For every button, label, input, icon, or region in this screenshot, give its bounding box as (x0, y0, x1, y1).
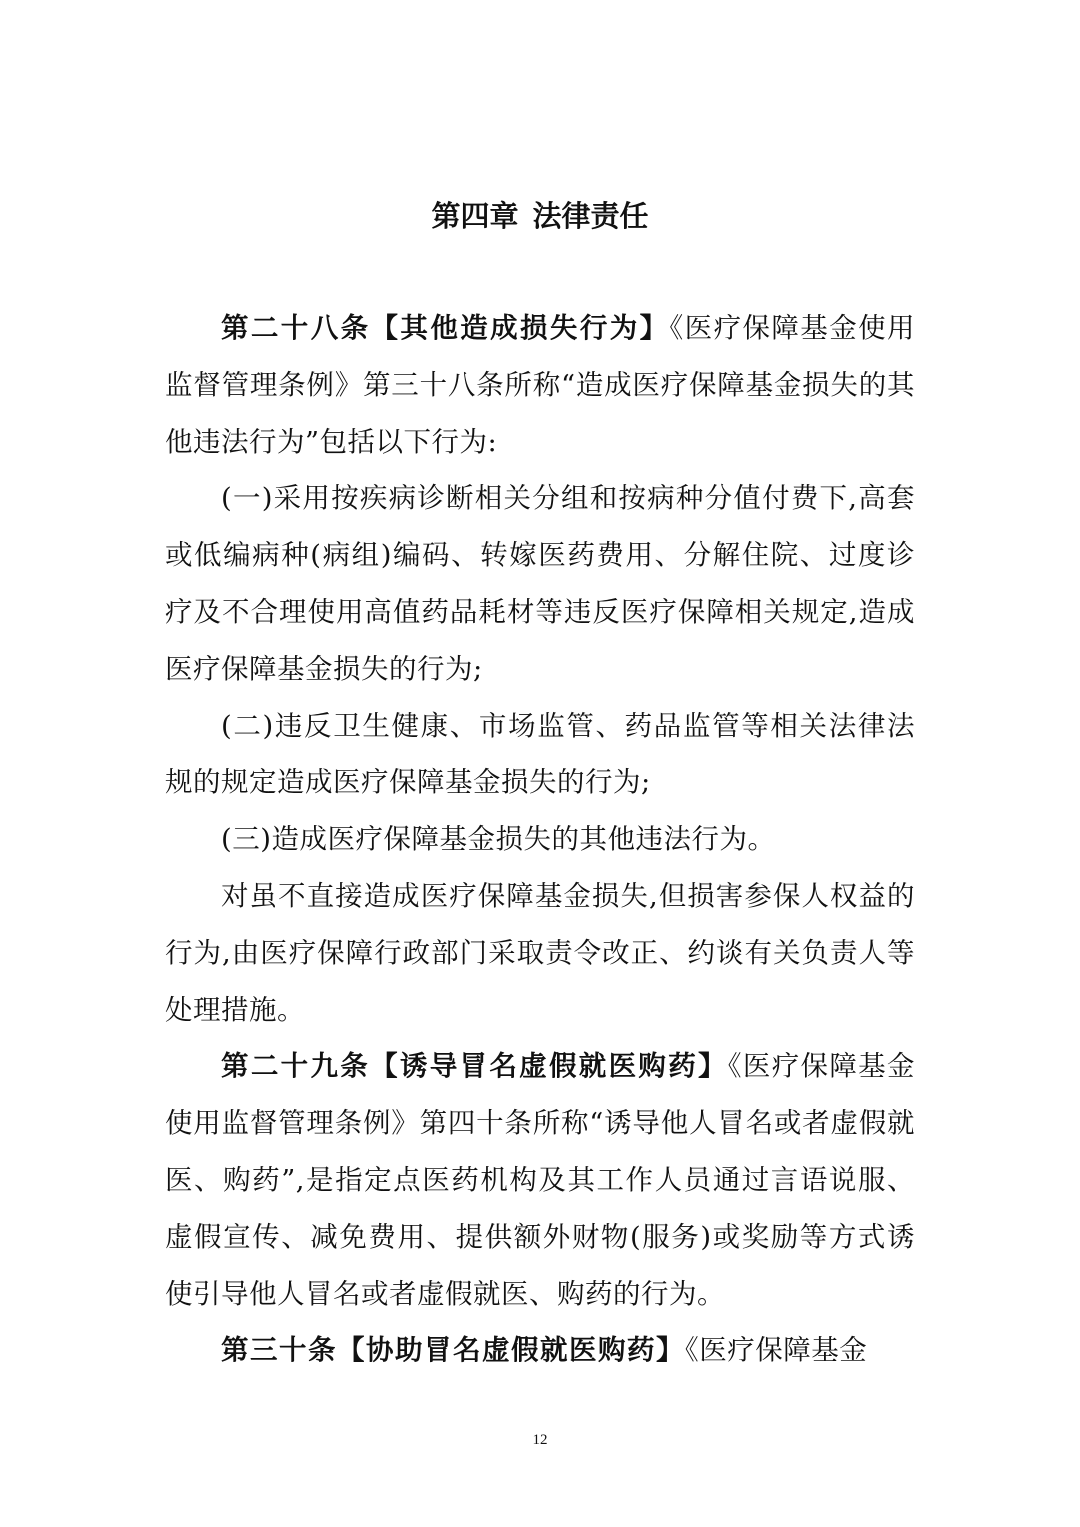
article-28-item-3-text: (三)造成医疗保障基金损失的其他违法行为。 (221, 823, 776, 856)
article-28-item-3 (165, 811, 915, 868)
chapter-name: 法律责任 (532, 199, 649, 233)
article-28-note (165, 868, 915, 1038)
chapter-title (0, 194, 1080, 238)
article-28-paragraph (165, 300, 915, 470)
article-28-item-2 (165, 698, 915, 812)
article-29-text: 《医疗保障基金使用监督管理条例》第四十条所称“诱导他人冒名或者虚假就医、购药”,是指定点医药机构及其工作人员通过言语说服、虚假宣传、减免费用、提供额外财物(服务)或奖励等方式诱使引导他人冒名或者虚假就医、购药的行为。 (165, 1050, 916, 1310)
page-number: 12 (532, 1432, 548, 1448)
article-28-item-1 (165, 470, 915, 697)
article-30-heading: 第三十条【协助冒名虚假就医购药】 (221, 1334, 685, 1367)
article-29-paragraph (165, 1038, 915, 1322)
body-text (165, 300, 915, 1379)
article-30-text: 《医疗保障基金 (685, 1334, 868, 1367)
article-30-paragraph (165, 1322, 915, 1379)
article-28-item-1-text: (一)采用按疾病诊断相关分组和按病种分值付费下,高套或低编病种(病组)编码、转嫁医药费用、分解住院、过度诊疗及不合理使用高值药品耗材等违反医疗保障相关规定,造成医疗保障基金损失的行为; (165, 482, 915, 685)
article-28-heading: 第二十八条【其他造成损失行为】 (221, 312, 670, 344)
chapter-number: 第四章 (431, 199, 519, 233)
article-28-text: 《医疗保障基金使用监督管理条例》第三十八条所称“造成医疗保障基金损失的其他违法行为”包括以下行为: (165, 312, 915, 458)
article-28-item-2-text: (二)违反卫生健康、市场监管、药品监管等相关法律法规的规定造成医疗保障基金损失的行为; (165, 709, 915, 799)
article-29-heading: 第二十九条【诱导冒名虚假就医购药】 (221, 1050, 728, 1083)
article-28-note-text: 对虽不直接造成医疗保障基金损失,但损害参保人权益的行为,由医疗保障行政部门采取责令改正、约谈有关负责人等处理措施。 (165, 879, 915, 1026)
